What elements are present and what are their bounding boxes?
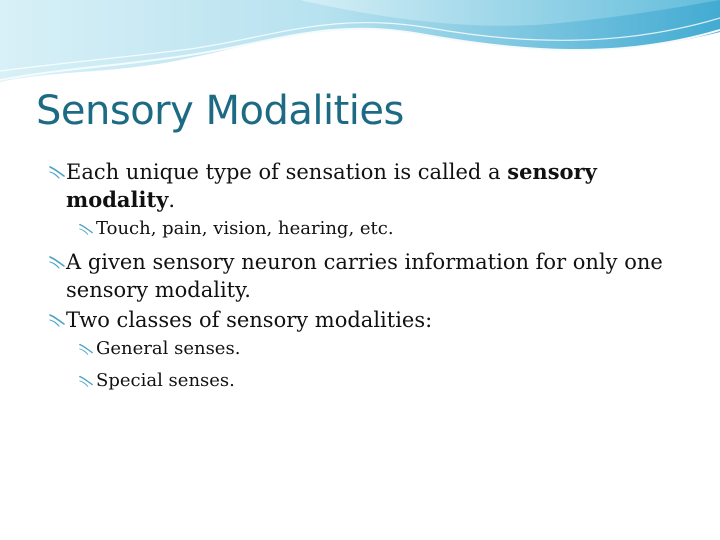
bullet-list [48, 158, 688, 400]
bullet-text-part: Each unique type of sensation is called a [66, 160, 508, 184]
slide-title: Sensory Modalities [36, 88, 404, 134]
sub-bullet-item [48, 368, 688, 394]
sub-bullet-text: Special senses. [96, 370, 235, 391]
bullet-item [48, 158, 688, 214]
sub-bullet-text: General senses. [96, 338, 241, 359]
bullet-item [48, 248, 688, 304]
bullet-text [66, 158, 688, 214]
bullet-arrow-icon [78, 221, 94, 237]
bold-term: sensory modality [66, 159, 597, 212]
bullet-item [48, 306, 688, 334]
sub-bullet-item [48, 336, 688, 362]
bullet-arrow-icon [48, 163, 66, 181]
sub-bullet-item [48, 216, 688, 242]
bullet-arrow-icon [48, 253, 66, 271]
header-wave-decoration [0, 0, 720, 90]
bullet-arrow-icon [48, 311, 66, 329]
bullet-arrow-icon [78, 341, 94, 357]
bullet-text: Two classes of sensory modalities: [66, 308, 433, 332]
bullet-text: A given sensory neuron carries information for only one sensory modality. [66, 250, 663, 302]
bullet-text-part: . [168, 188, 176, 212]
sub-bullet-text: Touch, pain, vision, hearing, etc. [96, 218, 394, 239]
bullet-arrow-icon [78, 373, 94, 389]
